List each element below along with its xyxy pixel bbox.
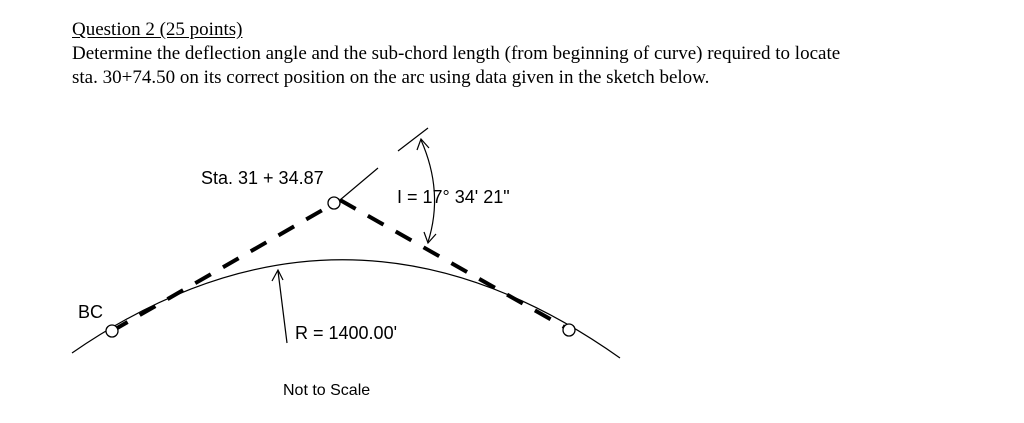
intersection-angle-label: I = 17° 34' 21" [397,187,510,207]
ec-point [563,324,575,336]
forward-tangent [340,200,566,328]
back-tangent [112,200,340,331]
question-line-2: sta. 30+74.50 on its correct position on the arc using data given in the sketch below. [72,67,710,88]
radius-arrowhead [272,270,283,281]
question-line-1: Determine the deflection angle and the sub-chord length (from beginning of curve) required to locate [72,43,841,64]
bc-point [106,325,118,337]
scale-note: Not to Scale [283,382,371,399]
pi-point [328,197,340,209]
bc-label: BC [78,302,104,322]
radius-label: R = 1400.00' [295,323,398,343]
question-heading: Question 2 (25 points) [72,19,243,40]
pi-station-label: Sta. 31 + 34.87 [201,168,324,188]
tangent-extension [340,168,378,200]
radius-arrow [278,271,287,343]
